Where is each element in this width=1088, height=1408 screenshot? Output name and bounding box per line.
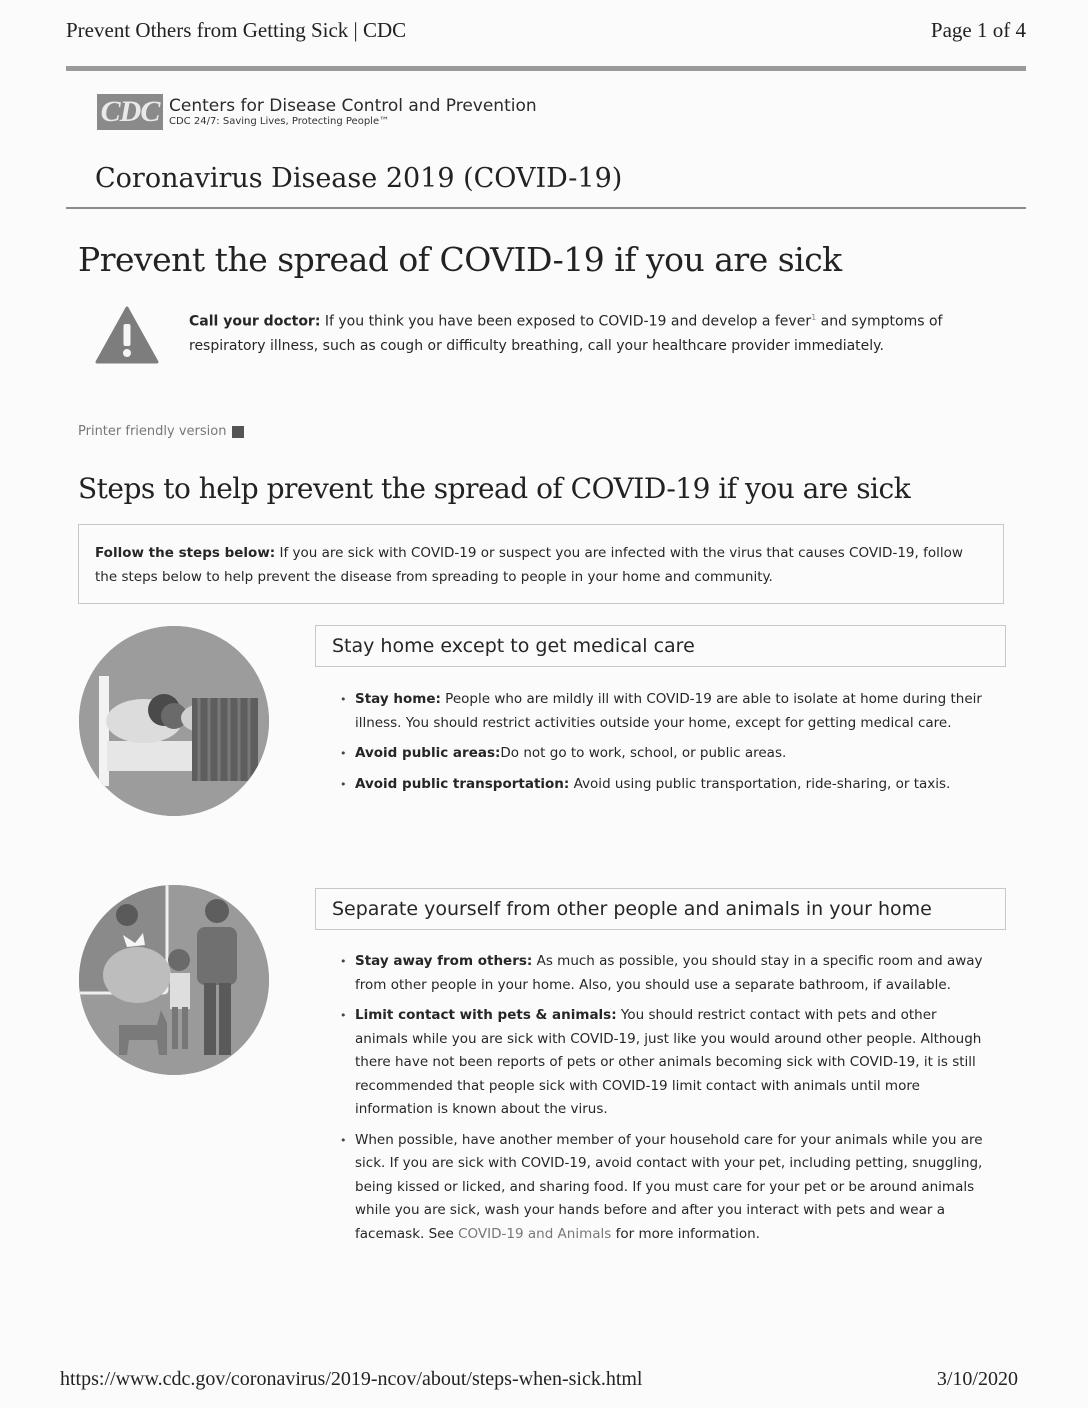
page-title: Prevent the spread of COVID-19 if you are sick — [78, 240, 842, 279]
alert-message: Call your doctor: If you think you have been exposed to COVID-19 and develop a fever$^1$ and symptoms of respiratory illness, such as cough or difficulty breathing, call your healthcare provider immediately. — [189, 313, 943, 354]
step-separate-list — [340, 950, 990, 1253]
print-date: 3/10/2020 — [936, 1368, 1018, 1390]
list-item: • Avoid public areas:Do not go to work, school, or public areas. — [340, 742, 990, 766]
covid-animals-link[interactable]: COVID-19 and Animals — [458, 1225, 612, 1242]
page-url: https://www.cdc.gov/coronavirus/2019-ncov/about/steps-when-sick.html — [60, 1368, 643, 1390]
list-item: • Stay home: People who are mildly ill with COVID-19 are able to isolate at home during their illness. You should restrict activities outside your home, except for getting medical care. — [340, 688, 990, 735]
cdc-brand[interactable] — [97, 94, 537, 130]
printer-friendly-link[interactable]: Printer friendly version — [78, 424, 244, 439]
follow-steps-callout: Follow the steps below: If you are sick with COVID-19 or suspect you are infected with the virus that causes COVID-19, follow the steps below to help prevent the disease from spreading to people in your home and community. — [78, 524, 1004, 604]
alert-label: Call your doctor: — [189, 313, 321, 330]
org-name: Centers for Disease Control and Prevention — [169, 96, 537, 116]
pdf-document-icon — [232, 426, 244, 438]
step-stay-home-list — [340, 688, 990, 803]
warning-triangle-icon — [95, 306, 159, 364]
person-sick-in-bed-illustration — [79, 626, 269, 816]
step-stay-home-header: Stay home except to get medical care — [315, 625, 1006, 667]
page-indicator: Page 1 of 4 — [930, 18, 1026, 42]
print-doc-title: Prevent Others from Getting Sick | CDC — [66, 18, 407, 42]
list-item: • When possible, have another member of your household care for your animals while you are sick. If you are sick with COVID-19, avoid contact with your pet, including petting, snuggling, being kissed or licked, and sharing food. If you must care for your pet or be around animals while you are sick, wash your hands before and after you interact with pets and wear a facemask. See COVID-19 and Animals for more information. — [340, 1129, 990, 1247]
site-title-divider — [66, 207, 1026, 209]
call-doctor-alert — [95, 306, 1015, 364]
list-item: • Stay away from others: As much as possible, you should stay in a specific room and away from other people in your home. Also, you should use a separate bathroom, if available. — [340, 950, 990, 997]
cdc-logo-icon[interactable]: CDC — [97, 94, 163, 130]
list-item: • Avoid public transportation: Avoid using public transportation, ride-sharing, or taxis. — [340, 773, 990, 797]
section-title: Steps to help prevent the spread of COVID-19 if you are sick — [78, 472, 911, 505]
family-separated-with-pet-illustration — [79, 885, 269, 1075]
callout-label: Follow the steps below: — [95, 545, 276, 561]
print-footer — [60, 1368, 1018, 1391]
site-title[interactable]: Coronavirus Disease 2019 (COVID-19) — [95, 163, 623, 194]
org-tagline: CDC 24/7: Saving Lives, Protecting People™ — [169, 116, 390, 127]
footnote-ref[interactable]: 1 — [811, 313, 817, 322]
step-separate-header: Separate yourself from other people and animals in your home — [315, 888, 1006, 930]
list-item: • Limit contact with pets & animals: You should restrict contact with pets and other animals while you are sick with COVID-19, just like you would around other people. Although there have not been reports of pets or other animals becoming sick with COVID-19, it is still recommended that people sick with COVID-19 limit contact with animals until more information is known about the virus. — [340, 1004, 990, 1122]
print-header — [66, 18, 1026, 43]
header-divider — [66, 66, 1026, 71]
